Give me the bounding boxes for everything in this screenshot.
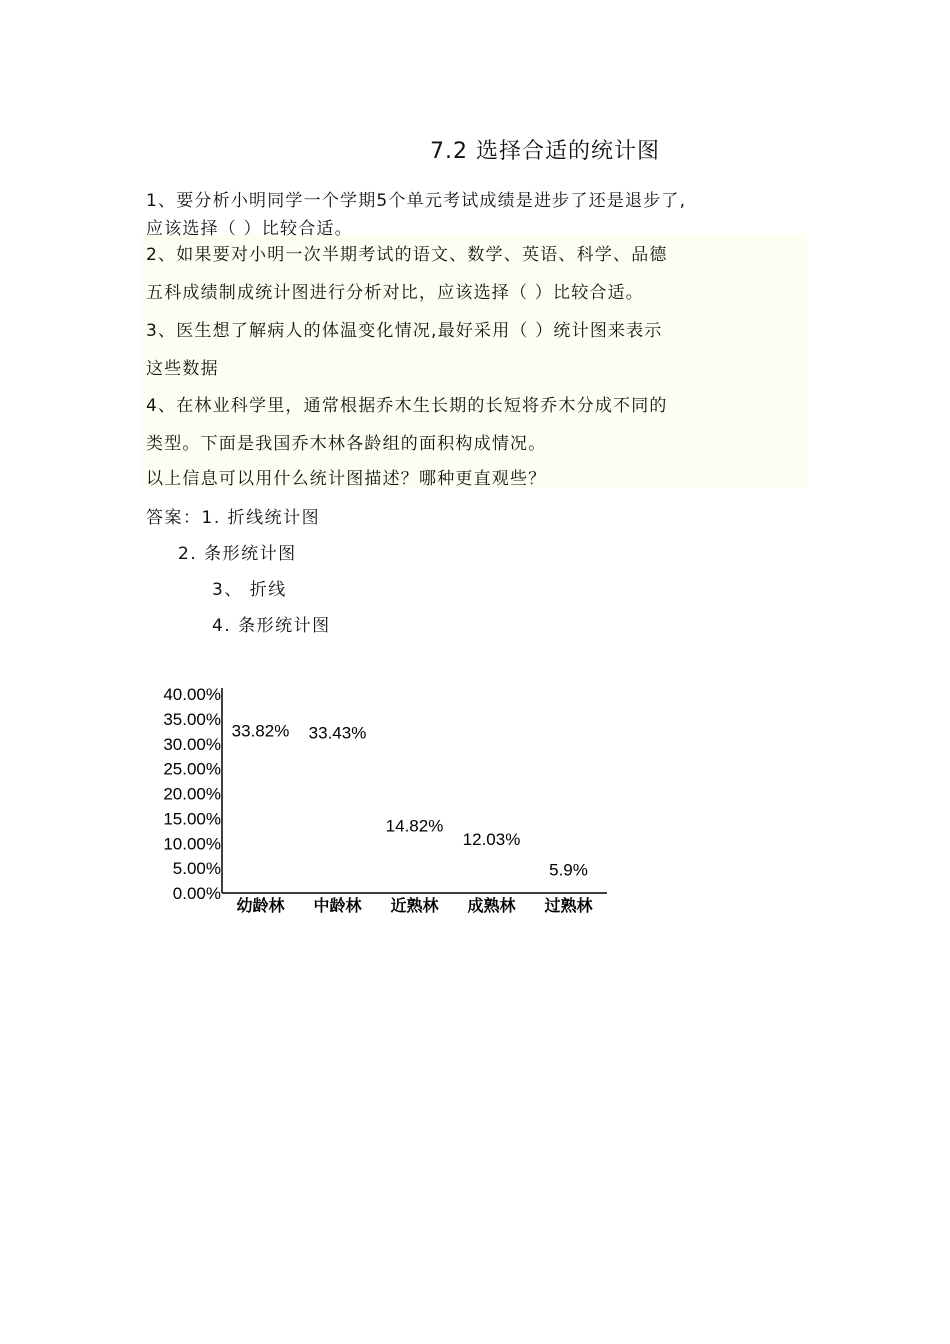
answer-2: 2. 条形统计图 bbox=[178, 544, 297, 564]
y-tick-label: 0.00% bbox=[172, 884, 221, 903]
y-tick-label: 30.00% bbox=[163, 734, 221, 754]
question-4-line-2: 类型。下面是我国乔木林各龄组的面积构成情况。 bbox=[146, 434, 547, 454]
question-4-line-3: 以上信息可以用什么统计图描述？哪种更直观些？ bbox=[146, 469, 547, 489]
question-1-line-1: 1、要分析小明同学一个学期5个单元考试成绩是进步了还是退步了, bbox=[146, 191, 687, 211]
data-label: 5.9% bbox=[549, 860, 588, 880]
x-tick-label: 成熟林 bbox=[467, 898, 516, 915]
x-tick-label: 幼龄林 bbox=[236, 898, 285, 915]
y-tick-label: 5.00% bbox=[172, 859, 221, 879]
y-tick-label: 25.00% bbox=[163, 759, 221, 779]
data-label: 33.82% bbox=[231, 721, 290, 741]
answer-3: 3、 折线 bbox=[212, 580, 287, 600]
question-3-line-2: 这些数据 bbox=[146, 359, 219, 379]
bar bbox=[237, 725, 283, 893]
data-label: 14.82% bbox=[385, 816, 444, 836]
y-tick-label: 40.00% bbox=[163, 685, 221, 704]
question-3-line-1: 3、医生想了解病人的体温变化情况,最好采用（ ）统计图来表示 bbox=[146, 321, 663, 341]
answer-4: 4. 条形统计图 bbox=[212, 616, 331, 636]
question-4-line-1: 4、在林业科学里，通常根据乔木生长期的长短将乔木分成不同的 bbox=[146, 396, 668, 416]
y-tick-label: 20.00% bbox=[163, 784, 221, 804]
x-tick-label: 中龄林 bbox=[313, 898, 362, 915]
x-tick-label: 过熟林 bbox=[544, 898, 593, 915]
x-tick-label: 近熟林 bbox=[390, 898, 439, 915]
question-1-line-2: 应该选择（ ）比较合适。 bbox=[146, 219, 353, 239]
page-title: 7.2 选择合适的统计图 bbox=[430, 139, 660, 164]
data-label: 33.43% bbox=[308, 723, 367, 743]
question-2-line-2: 五科成绩制成统计图进行分析对比，应该选择（ ）比较合适。 bbox=[146, 283, 645, 303]
bar bbox=[314, 727, 360, 893]
age-group-area-chart bbox=[150, 680, 620, 925]
y-tick-label: 35.00% bbox=[163, 709, 221, 729]
question-block bbox=[142, 184, 807, 488]
answer-1: 答案：1. 折线统计图 bbox=[146, 508, 321, 528]
y-tick-label: 15.00% bbox=[163, 809, 221, 829]
y-tick-label: 10.00% bbox=[163, 834, 221, 854]
question-2-line-1: 2、如果要对小明一次半期考试的语文、数学、英语、科学、品德 bbox=[146, 245, 668, 265]
data-label: 12.03% bbox=[462, 830, 521, 850]
